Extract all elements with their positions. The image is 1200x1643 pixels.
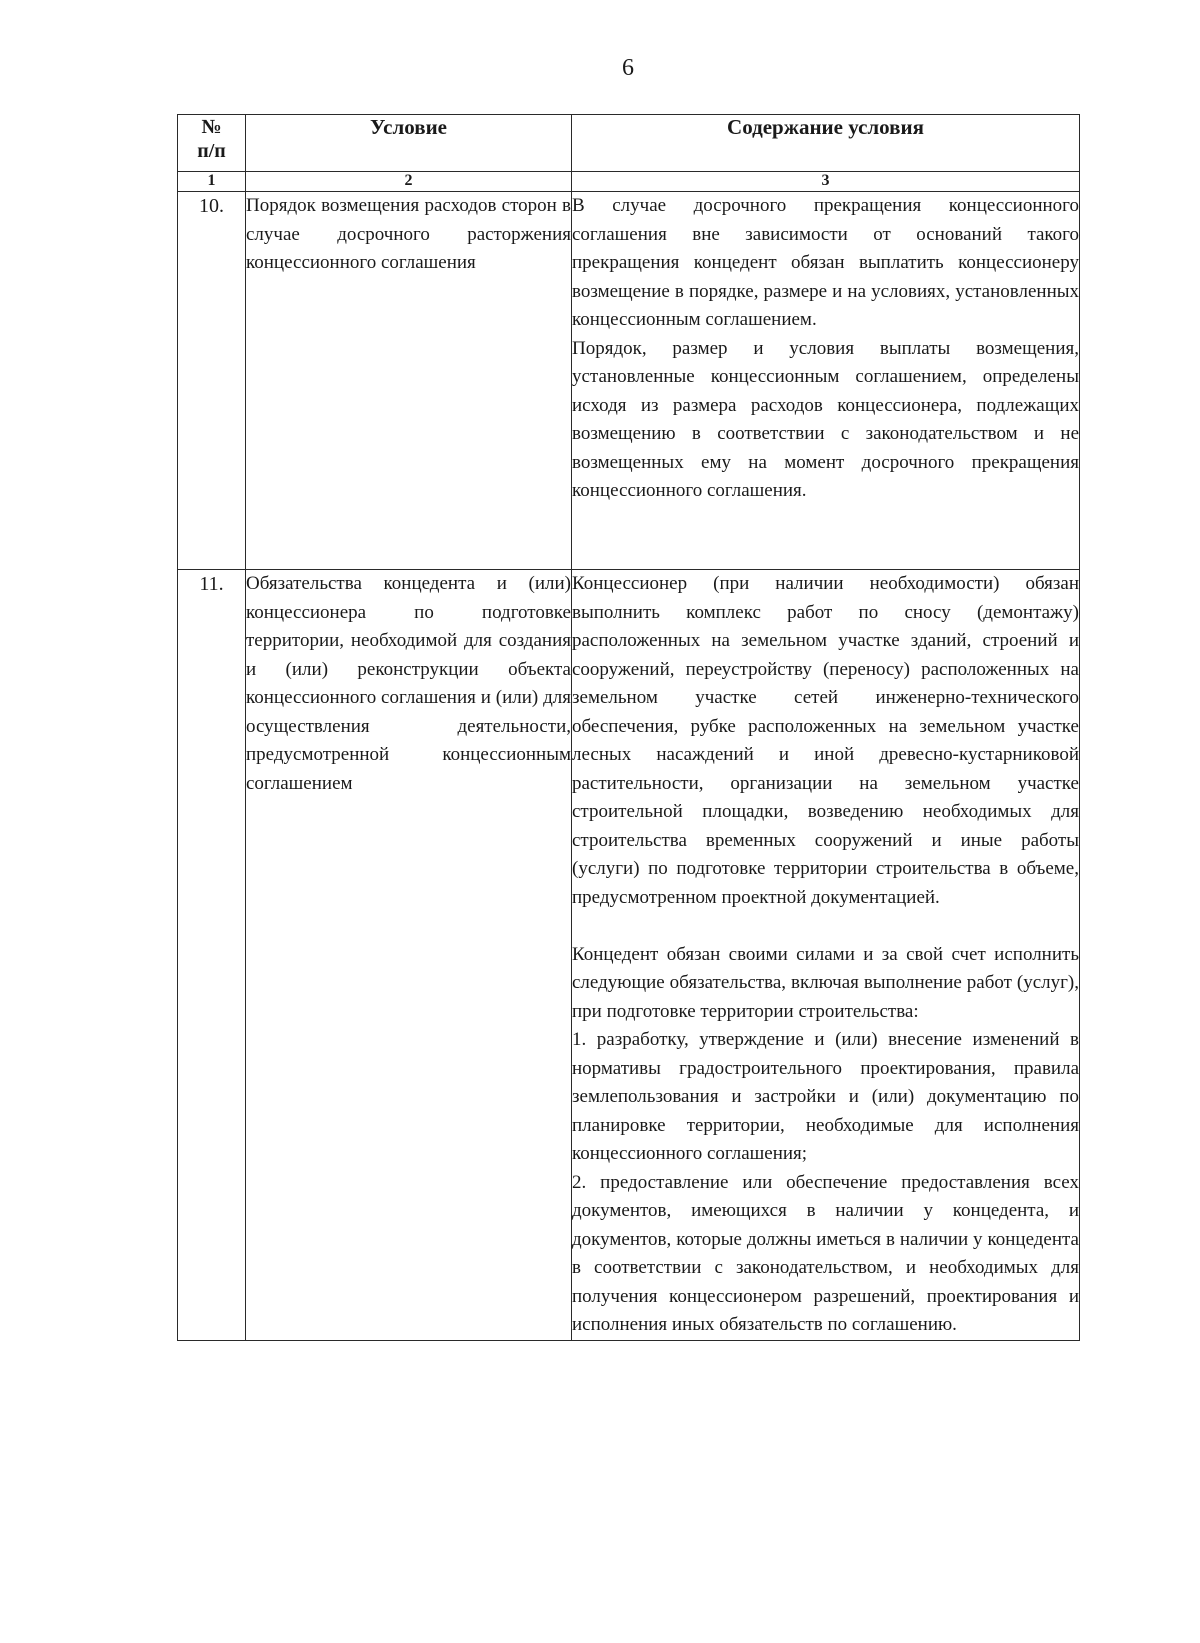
row-condition [246, 570, 572, 1341]
content-paragraph: Концедент обязан своими силами и за свой счет исполнить следующие обязательства, включая выполнение работ (услуг), при подготовке территории строительства: [572, 943, 1079, 1022]
condition-text: Обязательства концедента и (или) концессионера по подготовке территории, необходимой для создания и (или) реконструкции объекта концессионного соглашения и (или) для осуществления деятельности, предусмотренной концессионным соглашением [246, 573, 571, 794]
row-condition [246, 192, 572, 570]
condition-text: Порядок возмещения расходов сторон в случае досрочного расторжения концессионного соглашения [246, 195, 571, 273]
header-content: Содержание условия [572, 115, 1080, 172]
header-number [178, 115, 246, 172]
row-content [572, 570, 1080, 1341]
row-number: 10. [178, 192, 246, 570]
content-paragraph: В случае досрочного прекращения концессионного соглашения вне зависимости от оснований такого прекращения концедент обязан выплатить концессионеру возмещение в порядке, размере и на условиях, установленных концессионным соглашением. [572, 195, 1079, 330]
page-number: 6 [622, 55, 634, 81]
header-number-abbr: п/п [197, 140, 226, 162]
column-number-1: 1 [178, 172, 246, 192]
content-paragraph: Порядок, размер и условия выплаты возмещения, установленные концессионным соглашением, определены исходя из размера расходов концессионера, подлежащих возмещению в соответствии с законодательством и не возмещенных ему на момент досрочного прекращения концессионного соглашения. [572, 337, 1079, 501]
table-row [178, 570, 1080, 1341]
header-number-symbol: № [201, 116, 222, 138]
content-paragraph: 1. разработку, утверждение и (или) внесение изменений в нормативы градостроительного проектирования, правила землепользования и застройки и (или) документацию по планировке территории, необходимые для исполнения концессионного соглашения; [572, 1029, 1079, 1164]
column-number-2: 2 [246, 172, 572, 192]
paragraph-gap [572, 912, 1079, 941]
header-condition: Условие [246, 115, 572, 172]
row-number: 11. [178, 570, 246, 1341]
column-number-row [178, 172, 1080, 192]
table-row [178, 192, 1080, 570]
table-header-row [178, 115, 1080, 172]
row-content [572, 192, 1080, 570]
content-paragraph: Концессионер (при наличии необходимости) обязан выполнить комплекс работ по сносу (демонтажу) расположенных на земельном участке зданий, строений и сооружений, переустройству (переносу) расположенных на земельном участке сетей инженерно-технического обеспечения, рубке расположенных на земельном участке лесных насаждений и иной древесно-кустарниковой растительности, организации на земельном участке строительной площадки, возведению необходимых для строительства временных сооружений и иные работы (услуги) по подготовке территории строительства в объеме, предусмотренном проектной документацией. [572, 573, 1079, 908]
column-number-3: 3 [572, 172, 1080, 192]
content-paragraph: 2. предоставление или обеспечение предоставления всех документов, имеющихся в наличии у концедента, и документов, которые должны иметься в наличии у концедента в соответствии с законодательством, и необходимых для получения концессионером разрешений, проектирования и исполнения иных обязательств по соглашению. [572, 1171, 1079, 1335]
conditions-table [177, 114, 1080, 1341]
